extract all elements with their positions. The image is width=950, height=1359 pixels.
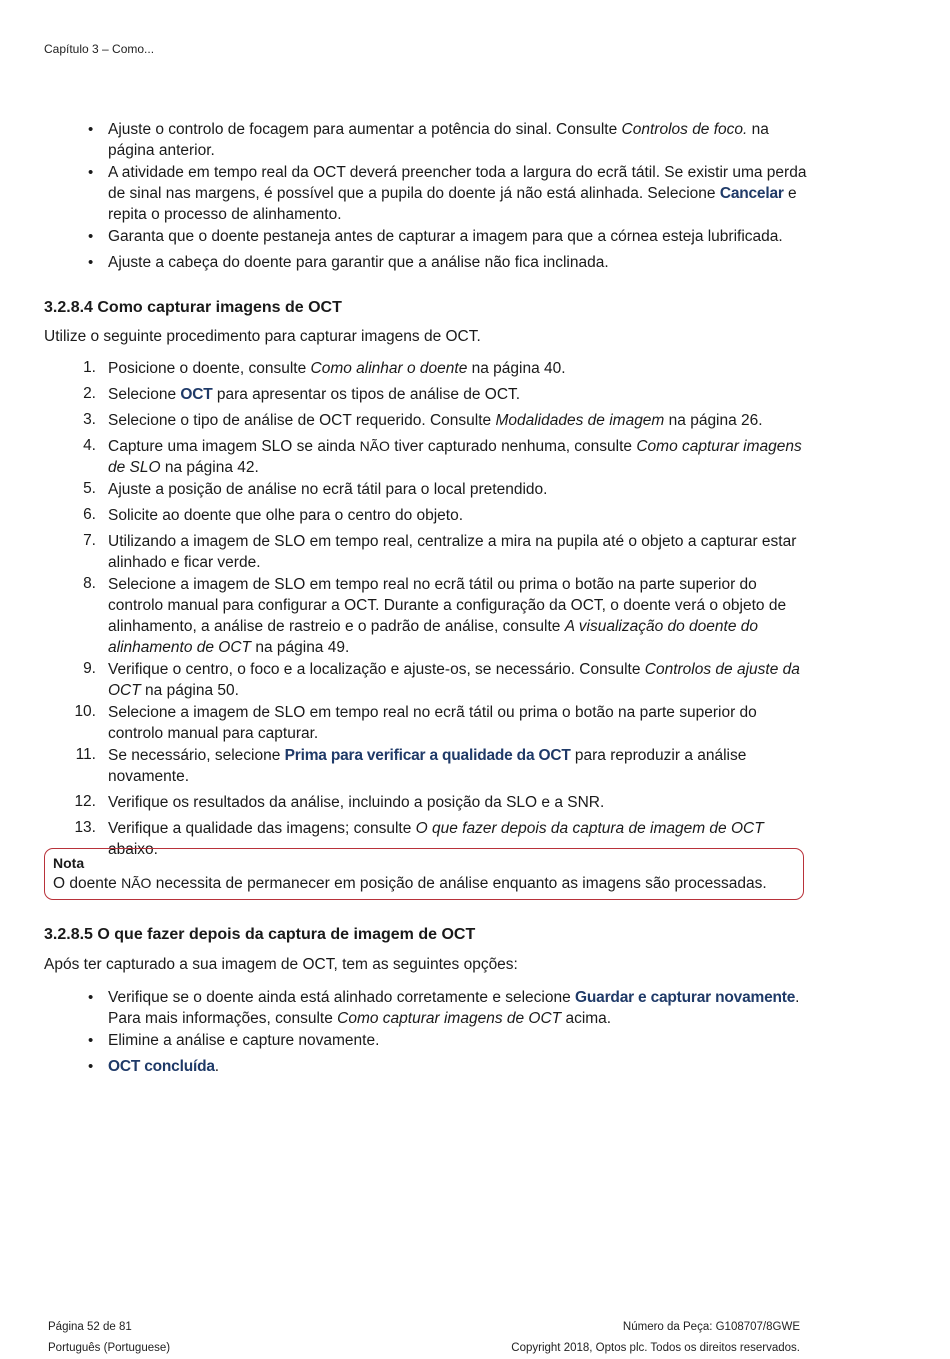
step-item: 10. Selecione a imagem de SLO em tempo real no ecrã tátil ou prima o botão na parte superior do controlo manual para capturar. xyxy=(74,703,757,742)
list-item: • OCT concluída. xyxy=(88,1056,810,1077)
oct-complete-ui-reference: OCT concluída xyxy=(108,1058,215,1075)
cancel-ui-reference: Cancelar xyxy=(719,185,784,202)
list-item: • Ajuste a cabeça do doente para garantir que a análise não fica inclinada. xyxy=(88,252,810,273)
step-item: 6. Solicite ao doente que olhe para o centro do objeto. xyxy=(83,506,464,524)
footer-copyright: Copyright 2018, Optos plc. Todos os direitos reservados. xyxy=(511,1342,800,1354)
list-item: • Verifique se o doente ainda está alinhado corretamente e selecione Guardar e capturar novamente. Para mais informações, consulte Como capturar imagens de OCT acima. xyxy=(88,987,810,1029)
step-item: 8. Selecione a imagem de SLO em tempo real no ecrã tátil ou prima o botão na parte superior do controlo manual para configurar a OCT. Durante a configuração da OCT, o doente verá o objeto de alinhamento, a análise de rastreio e o padrão de análise, consulte A visualização do doente do alinhamento de OCT na página 49. xyxy=(83,575,787,656)
note-text: O doente NÃO necessita de permanecer em posição de análise enquanto as imagens são processadas. xyxy=(53,875,767,892)
section-heading-after-capture: 3.2.8.5 O que fazer depois da captura de imagem de OCT xyxy=(44,926,476,943)
step-item: 13. Verifique a qualidade das imagens; consulte O que fazer depois da captura de imagem de OCT abaixo. xyxy=(74,819,764,858)
options-list xyxy=(88,987,810,1077)
list-item: • A atividade em tempo real da OCT deverá preencher toda a largura do ecrã tátil. Se existir uma perda de sinal nas margens, é possível que a pupila do doente já não está alinhada. Selecione Cancelar e repita o processo de alinhamento. xyxy=(88,162,810,225)
step-item: 3. Selecione o tipo de análise de OCT requerido. Consulte Modalidades de imagem na página 26. xyxy=(83,411,763,429)
running-head: Capítulo 3 – Como... xyxy=(44,42,155,56)
tips-list xyxy=(88,119,810,273)
steps-list xyxy=(60,358,810,860)
step-item: 12. Verifique os resultados da análise, incluindo a posição da SLO e a SNR. xyxy=(74,793,605,811)
note-title: Nota xyxy=(53,855,85,871)
step-item: 9. Verifique o centro, o foco e a localização e ajuste-os, se necessário. Consulte Controlos de ajuste da OCT na página 50. xyxy=(83,660,800,699)
footer-language: Português (Portuguese) xyxy=(48,1342,171,1354)
footer-page-number: Página 52 de 81 xyxy=(48,1321,132,1333)
save-capture-again-ui-reference: Guardar e capturar novamente xyxy=(575,989,796,1006)
step-item: 7. Utilizando a imagem de SLO em tempo real, centralize a mira na pupila até o objeto a capturar estar alinhado e ficar verde. xyxy=(83,532,797,571)
check-quality-ui-reference: Prima para verificar a qualidade da OCT xyxy=(284,747,571,764)
footer-part-number: Número da Peça: G108707/8GWE xyxy=(622,1321,800,1333)
step-item: 5. Ajuste a posição de análise no ecrã tátil para o local pretendido. xyxy=(83,480,548,498)
list-item: • Ajuste o controlo de focagem para aumentar a potência do sinal. Consulte Controlos de foco. na página anterior. xyxy=(88,119,810,161)
section-intro: Após ter capturado a sua imagem de OCT, tem as seguintes opções: xyxy=(44,956,518,973)
note-box xyxy=(44,848,804,900)
section-heading-capture: 3.2.8.4 Como capturar imagens de OCT xyxy=(44,299,342,316)
step-item: 2. Selecione OCT para apresentar os tipos de análise de OCT. xyxy=(83,385,521,403)
step-item: 1. Posicione o doente, consulte Como alinhar o doente na página 40. xyxy=(83,359,566,377)
step-item: 11. Se necessário, selecione Prima para verificar a qualidade da OCT para reproduzir a análise novamente. xyxy=(75,746,747,785)
section-intro: Utilize o seguinte procedimento para capturar imagens de OCT. xyxy=(44,328,481,345)
step-item: 4. Capture uma imagem SLO se ainda NÃO tiver capturado nenhuma, consulte Como capturar imagens de SLO na página 42. xyxy=(83,437,802,476)
list-item: • Garanta que o doente pestaneja antes de capturar a imagem para que a córnea esteja lubrificada. xyxy=(88,226,810,247)
list-item: • Elimine a análise e capture novamente. xyxy=(88,1030,810,1051)
oct-ui-reference: OCT xyxy=(180,386,213,403)
